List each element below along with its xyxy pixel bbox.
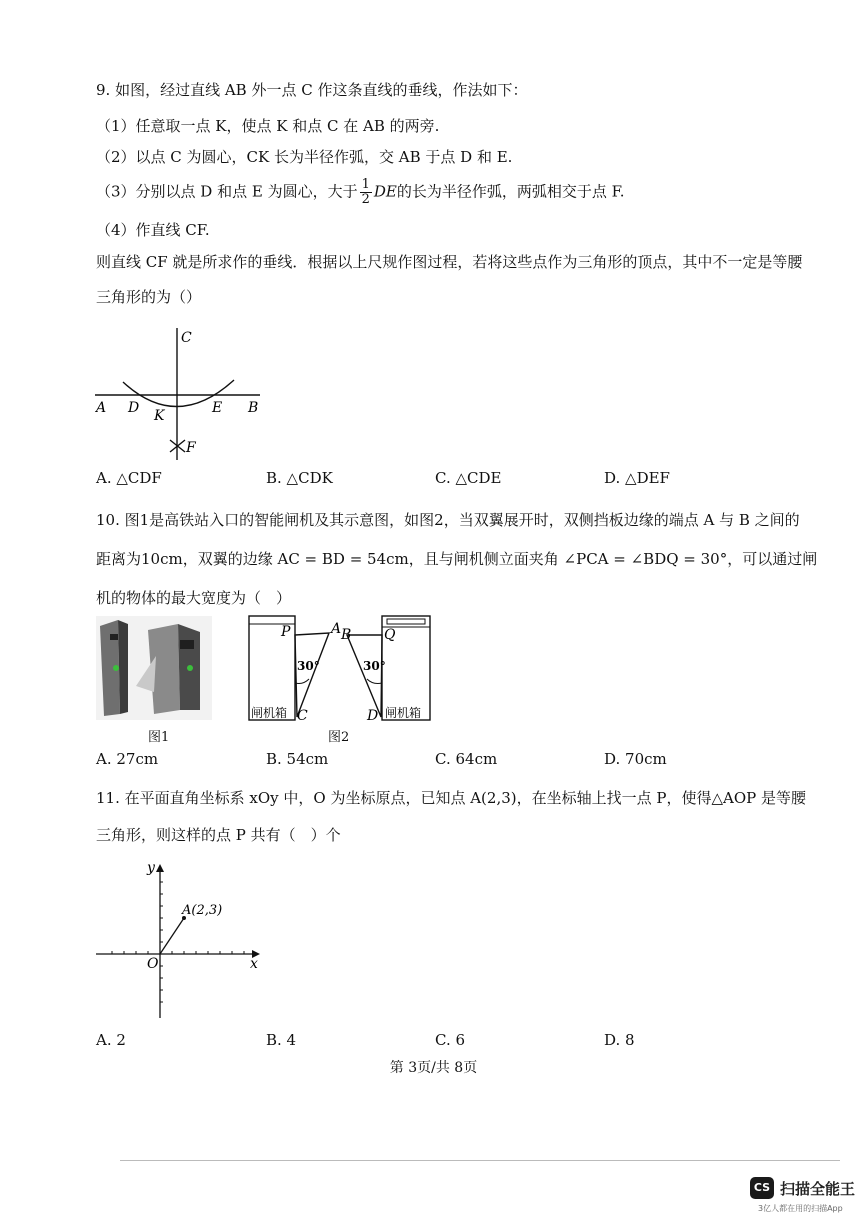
q11-option-a: A. 2 — [96, 1031, 126, 1049]
q9-step4: （4）作直线 CF. — [96, 221, 210, 239]
label-a: A — [331, 621, 342, 637]
q9-text-b: 三角形的为（） — [96, 288, 202, 306]
fraction-denominator: 2 — [361, 192, 370, 207]
q11-option-d: D. 8 — [604, 1031, 635, 1049]
scan-divider — [120, 1160, 840, 1161]
label-c: C — [297, 708, 308, 724]
q10-option-c: C. 64cm — [435, 750, 498, 768]
right-wing — [347, 635, 382, 717]
label-p: P — [281, 624, 291, 640]
angle-left: 30° — [297, 659, 320, 673]
label-k: K — [154, 408, 165, 424]
q9-step3-prefix: （3）分别以点 D 和点 E 为圆心，大于 — [96, 182, 358, 201]
label-x: x — [250, 956, 258, 972]
q10-option-a: A. 27cm — [96, 750, 159, 768]
segment-oa — [160, 918, 184, 954]
fraction-numerator: 1 — [361, 177, 370, 192]
q9-option-b: B. △CDK — [266, 469, 333, 487]
q9-option-c: C. △CDE — [435, 469, 502, 487]
label-q: Q — [384, 627, 396, 643]
scanner-tagline: 3亿人都在用的扫描App — [758, 1204, 843, 1213]
label-b: B — [341, 627, 352, 643]
label-d: D — [367, 708, 379, 724]
q9-step1: （1）任意取一点 K，使点 K 和点 C 在 AB 的两旁. — [96, 117, 440, 135]
q9-text-a: 则直线 CF 就是所求作的垂线．根据以上尺规作图过程，若将这些点作为三角形的顶点，其中不一定是等腰 — [96, 253, 803, 271]
q9-step3-fraction — [360, 178, 372, 207]
q9-step3-suffix: 的长为半径作弧，两弧相交于点 F. — [396, 182, 625, 201]
label-y: y — [147, 860, 155, 876]
q10-text-c: 机的物体的最大宽度为（ ） — [96, 589, 292, 607]
page-footer: 第 3页/共 8页 — [389, 1060, 478, 1076]
label-o: O — [147, 956, 159, 972]
label-e: E — [212, 400, 223, 416]
q11-coordinate-figure — [92, 858, 272, 1023]
q10-option-b: B. 54cm — [266, 750, 329, 768]
scanner-logo-icon: CS — [750, 1177, 774, 1199]
q9-figure — [90, 320, 280, 465]
q9-step2: （2）以点 C 为圆心，CK 长为半径作弧，交 AB 于点 D 和 E. — [96, 148, 513, 166]
gate-photo — [96, 616, 212, 720]
box-label-right: 闸机箱 — [385, 706, 422, 720]
label-point-a: A(2,3) — [182, 903, 223, 918]
q10-text-a: 10. 图1是高铁站入口的智能闸机及其示意图，如图2，当双翼展开时，双侧挡板边缘的端点 A 与 B 之间的 — [96, 511, 800, 529]
q10-option-d: D. 70cm — [604, 750, 667, 768]
label-d: D — [128, 400, 140, 416]
q11-text-a: 11. 在平面直角坐标系 xOy 中，O 为坐标原点，已知点 A(2,3)，在坐标轴上找一点 P，使得△AOP 是等腰 — [96, 789, 807, 807]
label-c: C — [181, 330, 192, 346]
angle-right: 30° — [363, 659, 386, 673]
gate-diagram — [245, 613, 435, 725]
q9-step3-de: DE — [373, 182, 397, 201]
q10-text-b: 距离为10cm，双翼的边缘 AC = BD = 54cm，且与闸机侧立面夹角 ∠PCA = ∠BDQ = 30°，可以通过闸 — [96, 550, 818, 568]
label-f: F — [186, 440, 196, 456]
q11-text-b: 三角形，则这样的点 P 共有（ ）个 — [96, 826, 341, 844]
label-b: B — [248, 400, 259, 416]
box-label-left: 闸机箱 — [251, 706, 288, 720]
q11-option-b: B. 4 — [266, 1031, 297, 1049]
scanner-app-name: 扫描全能王 — [780, 1180, 856, 1198]
q9-stem: 9. 如图，经过直线 AB 外一点 C 作这条直线的垂线，作法如下： — [96, 81, 528, 99]
q11-option-c: C. 6 — [435, 1031, 466, 1049]
q9-option-d: D. △DEF — [604, 469, 670, 487]
q9-option-a: A. △CDF — [96, 469, 162, 487]
left-wing — [295, 633, 329, 717]
fig2-caption: 图2 — [328, 730, 350, 745]
fig1-caption: 图1 — [148, 730, 170, 745]
q9-step3 — [96, 178, 624, 207]
label-a: A — [96, 400, 107, 416]
